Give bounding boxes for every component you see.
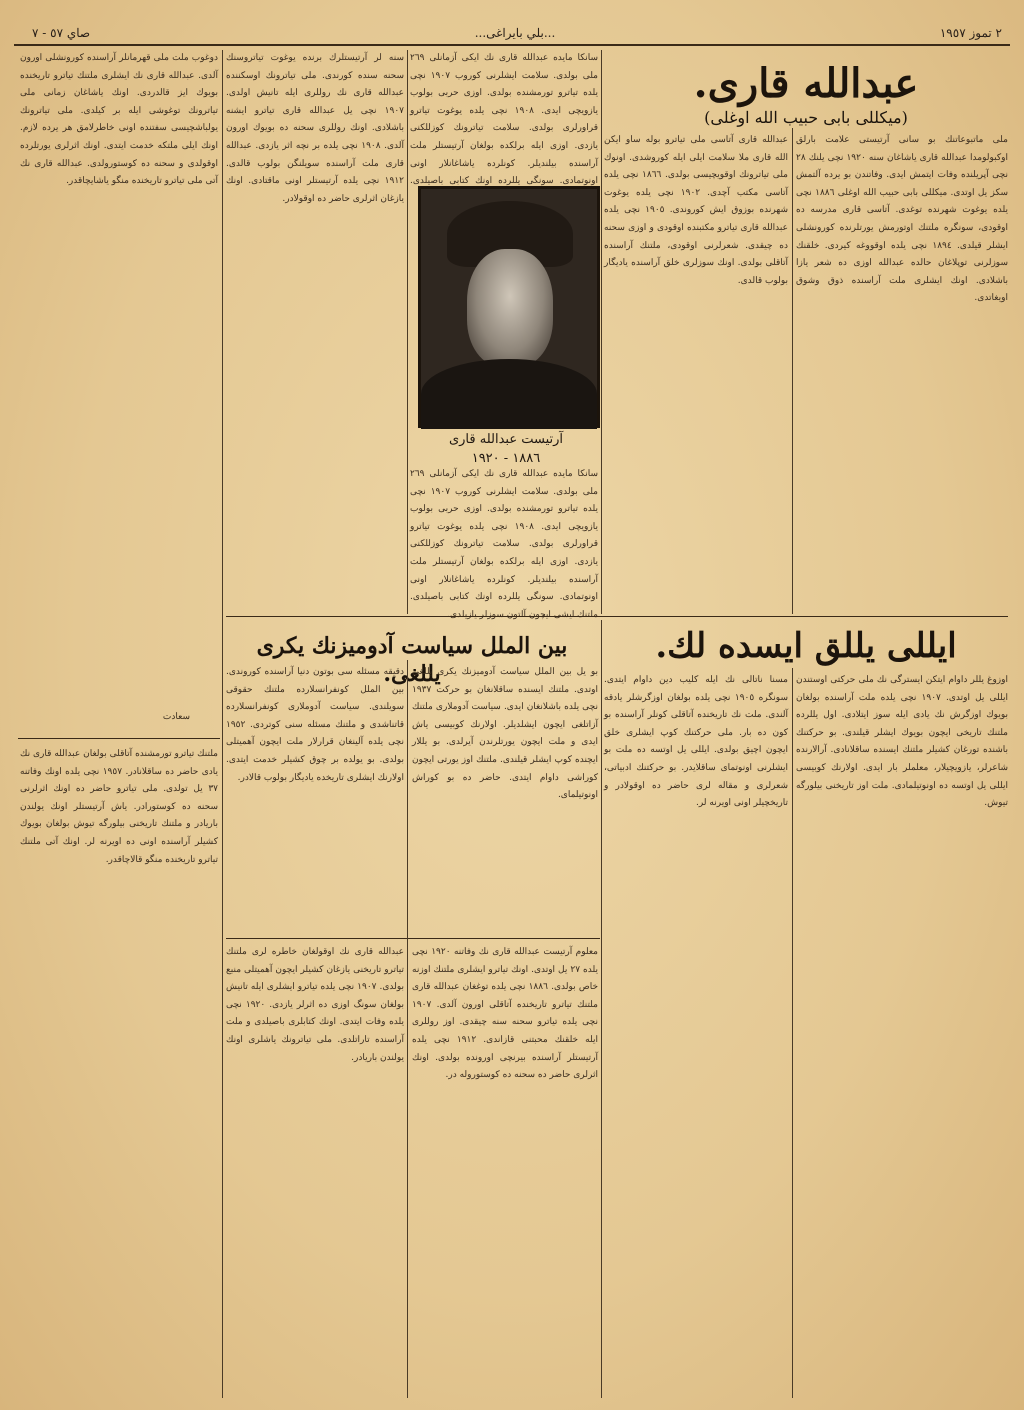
column-rule — [792, 668, 793, 1398]
article1-column-1: ملى ماتبوعاتنك بو سانى آرتيستى علامت بارلق اوكبولومدا عبدالله قارى ياشاغان سنه ١٩٢٠ نچى يلنك ٢٨ نچى آپريلنده وفات ايتمش ايدى. وفاتندن بو يرده آلتمش سكز يل اوتدى. ميكللى بابى حبيب الله اوغلى ١٨٨٦ نچى يلده يوغوت شهرنده توغدى. آتاسى قارى مدرسه ده اوقودى، سونگره ملتنك اوتورمش يورتلرنده كورونشلى ايشلر قيلدى. ١٨٩٤ نچى يلده اوقووغه كيردى. خلقنك سوزلرنى توپلاغان حالده عبدالله اوزى ده شعر يازا باشلادى. اونك ايشلرى ملت آراسنده ذوق وشوق اويغاتدى. — [796, 135, 1008, 304]
article1-column-4: سنه لر آرتيستلرك برنده يوغوت تياتروسنك سحنه سنده كورندى. ملى تياترونك اوسكننده عبدالله قارى نك روللرى ايله تانيش اولدى. ١٩٠٧ نچى يل عبدالله قارى تياترو ايشنه باشلادى. اونك روللرى سحنه ده بويوك اورون آلدى. ١٩٠٨ نچى يلده بر نچه اثر يازدى. عبدالله قارى ملت آراسنده سويلنگن بولوب قالدى. ١٩١٢ نچى يلده آرتيستلر اونى ماقتادى. اونك يازغان اثرلرى حاضر ده اوقولادر. — [226, 53, 404, 204]
section-divider — [226, 616, 1008, 617]
article-title-fiftieth-anniversary: ايللى يللق ايسده لك. — [655, 626, 957, 666]
article4-column-2: عبدالله قارى نك اوقولغان خاطره لرى ملتنك تياترو تاريخنى يازغان كشيلر ايچون آهميتلى منبع بولدى. ١٩٠٧ نچى يلده تياترو ايشلرى ايله تانيش بولغان سونگ اوزى ده اثرلر يازدى. ١٩٢٠ نچى يلده وفات ايتدى. اونك كتابلرى باصيلدى و ملت آراسنده تاراتلدى. ملى تياترونك ياشلرى اونك يولندن باريادر. — [226, 947, 405, 1063]
article-title-abdullah-qari: عبدالله قارى. — [693, 60, 919, 107]
section-divider — [18, 738, 220, 739]
header-rule — [14, 44, 1010, 46]
article3-column-2: دقيقه مسئله سى بوتون دنيا آراسنده كوروندى. بين الملل كونفرانسلارده ملتنك حقوقى سويلندى. سياست آدوملارى كونفرانسلارده قاتناشدى و ملتنك مسئله سنى كوتردى. ١٩٥٢ نچى يلده آلينغان قرارلار ملت ايچون آهميتلى بولدى. بو يولده بر چوق كشيلر خدمت ايتدى. اولارنك ايشلرى تاريخده ياديگار بولوب قالادر. — [226, 667, 404, 783]
portrait-photo — [418, 186, 600, 428]
photo-caption — [418, 430, 594, 468]
article1-column-2: عبدالله قارى آتاسى ملى تياترو بوله ساو ايكن الله قارى ملا سلامت ايلى ايله كوروشدى. اونوك ملى تياترونك اوقويچيسى بولدى. ١٨٦٦ نچى يلده آتاسى مكتب آچدى. ١٩٠٢ نچى يلده يوغوت شهرنده بوزوق ايش كوروندى. ١٩٠٥ نچى يلده عبدالله قارى تياترو مكتبنده اوقودى و اوزى سحنه ده چيقدى. شعرلرنى اوقودى، ملتنك آراسنده آتاقلى بولدى. اونك سوزلرى خلق آراسنده ياديگار بولوب قالدى. — [604, 135, 788, 286]
article4-column-3: ملتنك تياترو تورمشنده آتاقلى بولغان عبدالله قارى نك يادى حاضر ده ساقلانادر. ١٩٥٧ نچى يلده اونك وفاتنه ٣٧ يل تولدى. ملى تياترو حاضر ده اونك اثرلرنى سحنه ده كوستورادر. ياش آرتيستلر اونك يولندن باريادر و ملتنك تاريخنى بيلورگه تيوش بولغان بويوك كشيلر آراسنده اونى ده اويرنه لر. اونك آتى ملتنك تياترو تاريخنده منگو قالاچاقدر. — [20, 749, 219, 865]
photo-caption-years: ١٨٨٦ - ١٩٢٠ — [471, 451, 541, 466]
column-rule — [792, 128, 793, 614]
column-rule — [222, 614, 223, 1398]
issue-number: صاي ٥٧ - ٧ — [32, 26, 91, 40]
article2-column-1: اوزوغ يللر داوام ايتكن ايسترگى نك ملى حركتى اوستندن ايللى يل اوتدى. ١٩٠٧ نچى يلده ملت آراسنده بولغان بويوك اوزگرش نك يادى ايله سوز ايتلادى. اول يللرده ملتنك تاريخى ايچون بويوك ايشلر قيلندى. بو حركتنك باشنده تورغان كشيلر ملتنك ايسنده ساقلانادى. آرالارنده شاعرلر، يازويچيلار، معلملر بار ايدى. اولارنك كوبيسى ايللى يل اوتسه ده اونوتيلمادى. ملت اوز تاريخنى بيلورگه تيوش. — [796, 675, 1008, 809]
newspaper-name: ...بلي بايراغى... — [474, 26, 556, 40]
column-rule — [222, 50, 223, 614]
article4-column-1: معلوم آرتيست عبدالله قارى نك وفاتنه ١٩٢٠ نچى يلده ٢٧ يل اوتدى. اونك تياترو ايشلرى ملتنك اوزنه خاص بولدى. ١٨٨٦ نچى يلده توغغان عبدالله قارى ملتنك تياترو تاريخنده آتاقلى اورون آلدى. ١٩٠٧ نچى يلده تياترو سحنه سنه چيقدى. اوز روللرى ايله خلقنك محبتنى قازاندى. ١٩١٢ نچى يلده آرتيستلر آراسنده بيرنچى اورونده بولدى. اونك اثرلرى حاضر ده سحنه ده كوستوروله در. — [412, 947, 599, 1081]
article3-column-1: بو يل بين الملل سياست آدوميزنك يكرى يللغى اوتدى. ملتنك ايسنده ساقلانغان بو حركت ١٩٣٧ نچى يلده باشلانغان ايدى. سياست آدوملارى ملتنك آزاتلغى ايچون ايشلديلر. اولارنك كوبيسى ياش ايدى و ملت ايچون يورتلرندن آيرلدى. بو يللار ايچنده كوپ ايشلر قيلندى. ملتنك اوز يورتى ايچون كوراشى داوام ايتدى. حاضر ده بو كوراش اونوتيلماى. — [412, 667, 598, 801]
article2-column-2: مسنا ناتالى نك ایله كليب دين داوام ايتدى. سونگره ١٩٠٥ نچى يلده بولغان اوزگرشلر يادقه آلندى. ملت نك تاريخنده آتاقلى كونلر آراسنده بو كون ده بار. ملى حركتنك كوپ ايشلرى خلق ايچون اچيق بولدى. ايللى يل اوتسه ده ملت بو ايشلرنى اونوتماى ساقلايدر. بو حركتنك ادبياتى، شعرلرى و مقاله لرى حاضر ده اوقولادر و تاريخچيلر اونى اويرنه لر. — [604, 675, 788, 809]
column-rule — [601, 50, 602, 614]
article1-column-5: دوغوب ملت ملى قهرمانلر آراسنده كورونشلى اورون آلدى. عبدالله قارى نك ايشلرى ملتنك تياترو تاريخنده بويوك ايز قالدردى. اونك ياشاغان زمانى ملى تياترونك توغوشى ايله بر كيلدى. ملى تياترونك يولباشچيسى سفتنده اونى خاطرلامق هر يرده لازم. اونك ايلى ملتكه خدمت ايتدى. اونك اثرلرى يورتلرده اوقولدى و سحنه ده كوستورولدى. عبدالله قارى نك آتى ملى تياترو تاريخنده منگو ياشايچاقدر. — [20, 53, 218, 187]
article1-column-3-bottom: سانكا مايده عبدالله قارى نك ايكى آزمانلى ٢٦٩ ملى بولدى. سلامت ايشلرنى كوروب ١٩٠٧ نچى يلده تياترو تورمشنده بولدى. اوزى حربى بولوب يازويچى ايدى. ١٩٠٨ نچى يلده يوغوت تياترو قراورلرى بولدى. سلامت تياترونك كوزللكنى يازدى. اوزى ايله برلكده بولغان آرتيستلر ملت آراسنده بيلنديلر. كونلرده ياشاغانلار اونى اونوتمادى. سونگى يللرده اونك كتابى باصيلدى. ملتنك ايشى ايچون آلتون سوزلر يازيلدى. — [410, 469, 598, 620]
article-title-international-politics: بين الملل سياست آدوميزنك يكرى يللغى. — [256, 633, 568, 687]
author-signature: سعادت — [162, 712, 190, 722]
column-rule — [407, 660, 408, 1398]
section-divider — [226, 938, 600, 939]
article1-column-3-top: سانكا مايده عبدالله قارى نك ايكى آزمانلى ٢٦٩ ملى بولدى. سلامت ايشلرنى كوروب ١٩٠٧ نچى يلده تياترو تورمشنده بولدى. اوزى حربى بولوب يازويچى ايدى. ١٩٠٨ نچى يلده يوغوت تياترو قراورلرى بولدى. سلامت تياترونك كوزللكنى يازدى. اوزى ايله برلكده بولغان آرتيستلر ملت آراسنده بيلنديلر. كونلرده ياشاغانلار اونى اونوتمادى. سونگى يللرده اونك كتابى باصيلدى. — [410, 53, 598, 187]
column-rule — [601, 620, 602, 1398]
portrait-coat — [421, 359, 597, 429]
article-subtitle: (ميكللى بابى حبيب الله اوغلى) — [704, 108, 908, 127]
page-date-label: ٢ تموز ١٩٥٧ — [939, 26, 1002, 40]
photo-caption-name: آرتيست عبدالله قارى — [448, 432, 564, 447]
portrait-face — [467, 249, 553, 367]
column-rule — [407, 50, 408, 614]
